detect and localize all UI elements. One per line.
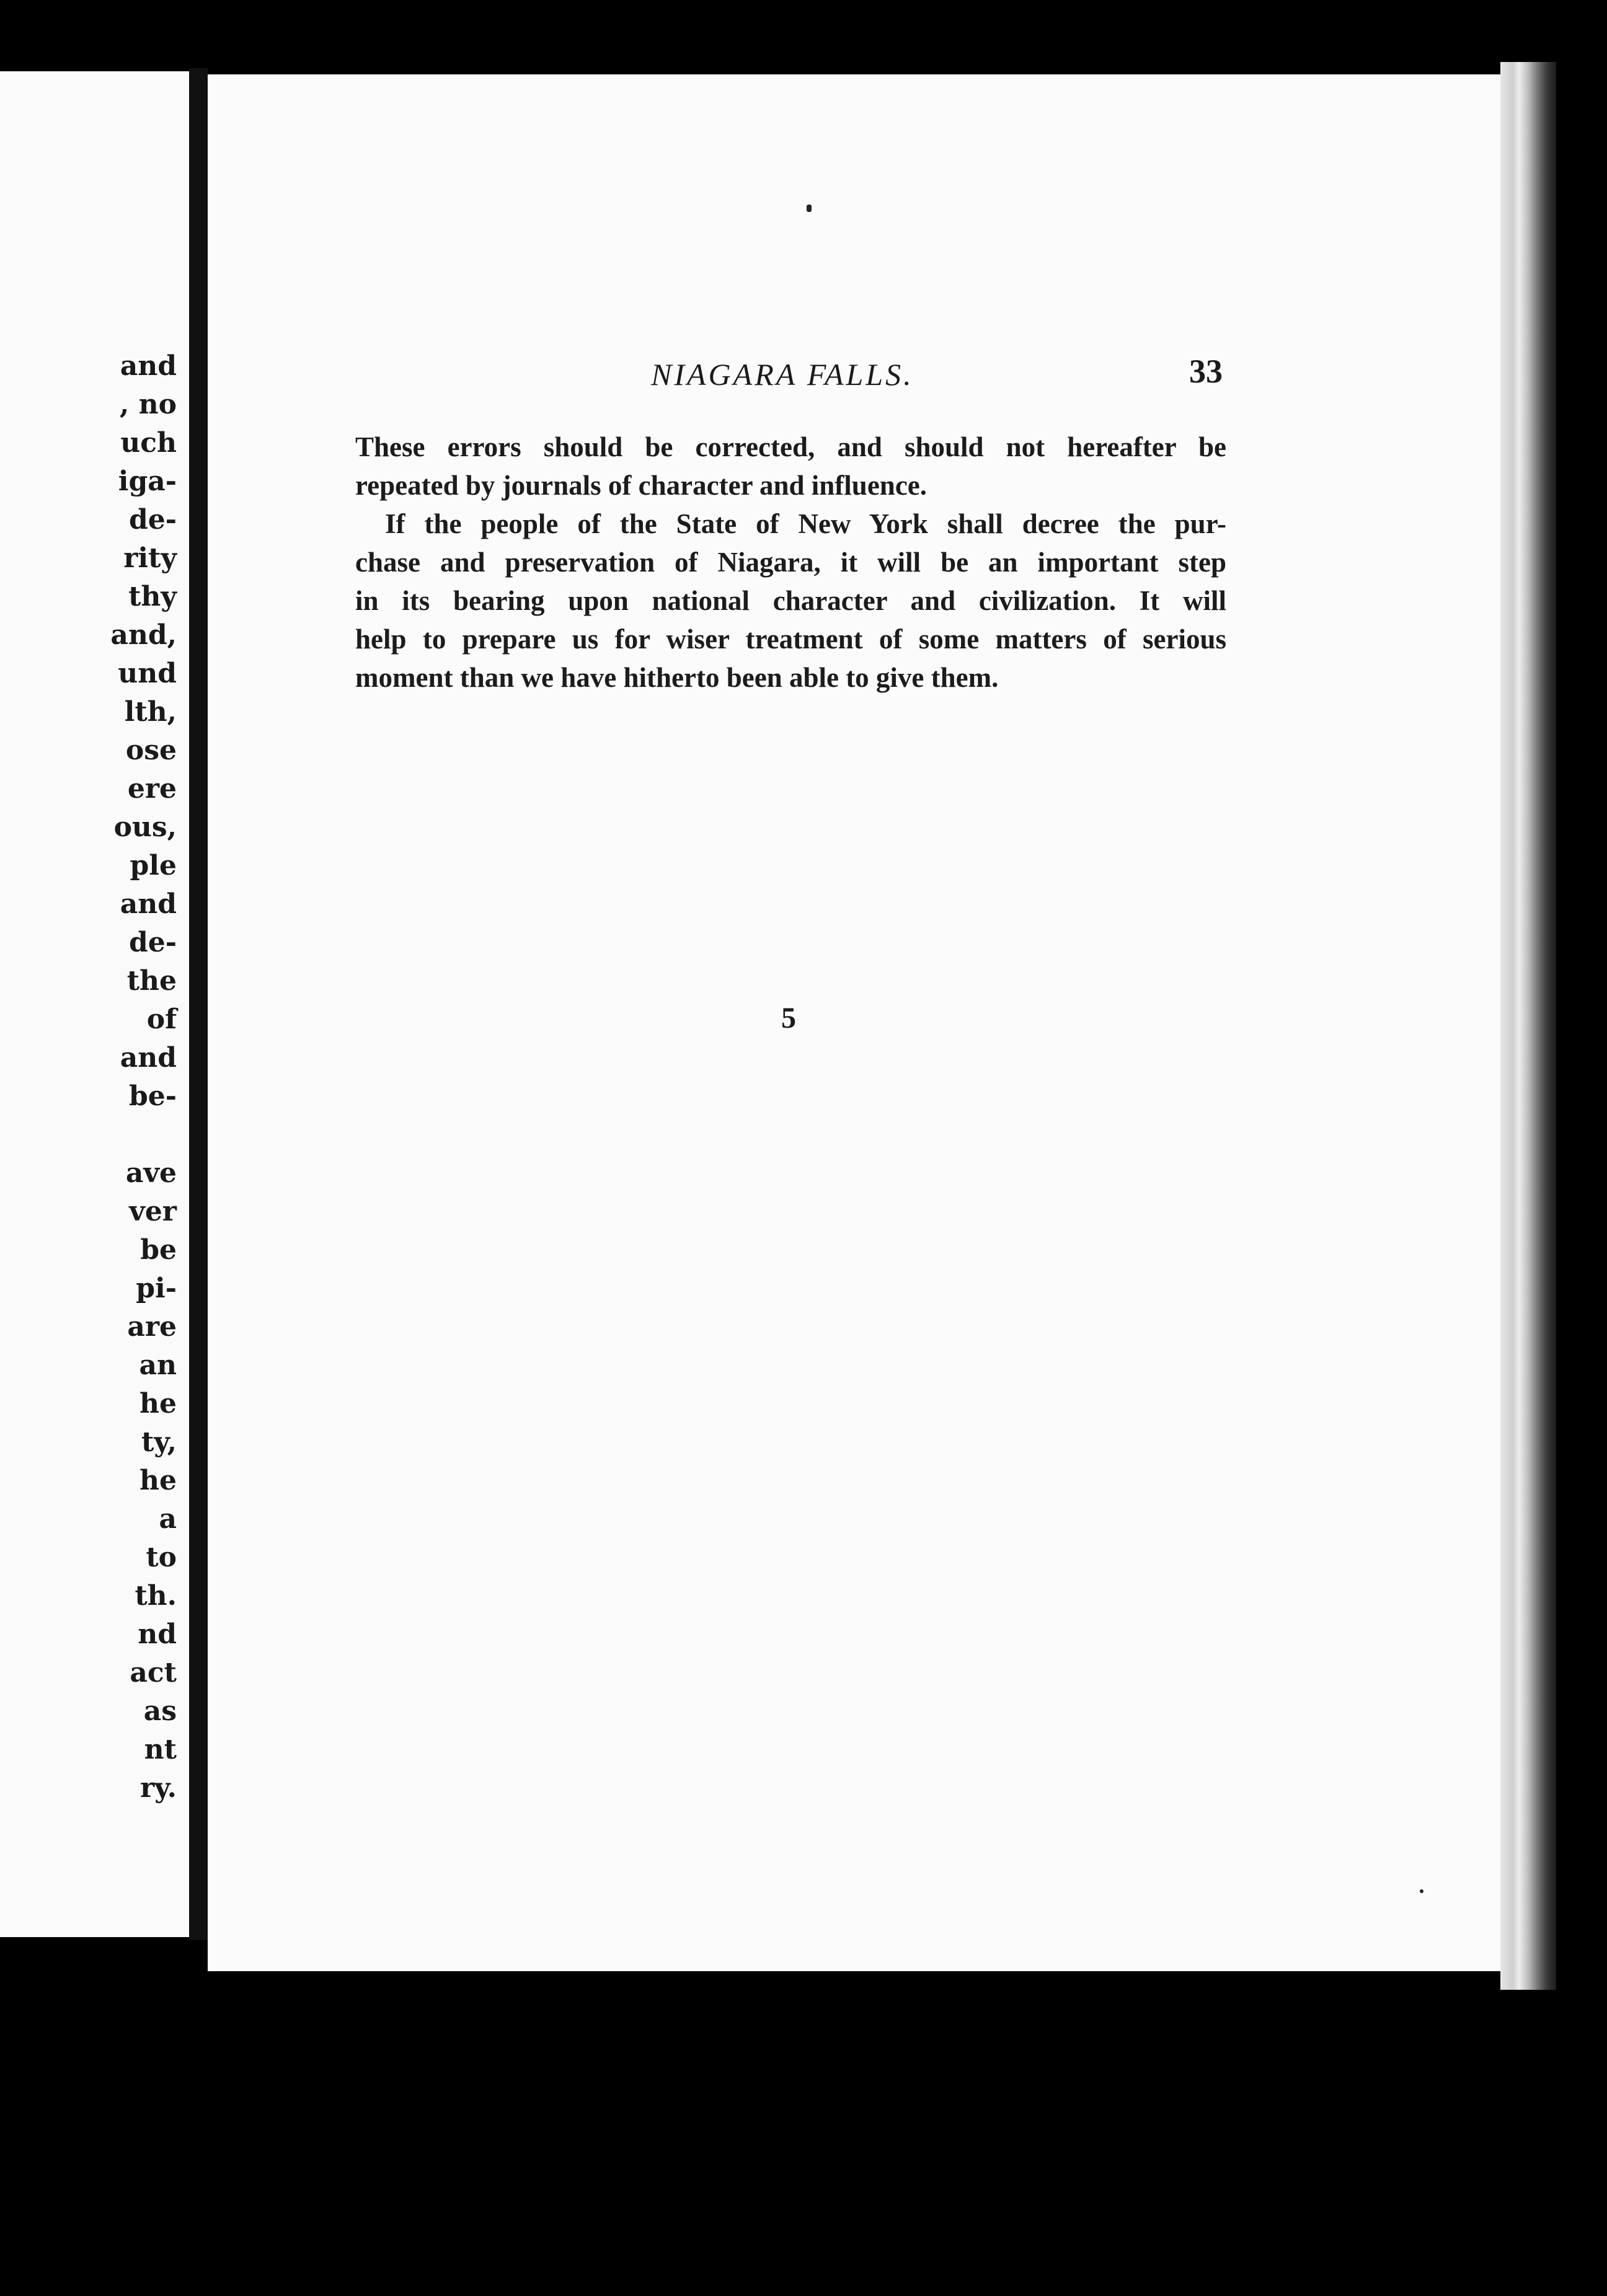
left-page-line: ver [129, 1196, 177, 1227]
text-line: moment than we have hitherto been able to give them. [355, 662, 999, 693]
speck-mark [807, 205, 812, 212]
left-page-line: , no [120, 389, 177, 420]
left-page-line: pi- [136, 1273, 177, 1304]
left-page-line: an [139, 1349, 177, 1381]
left-page-line: ave [125, 1157, 177, 1189]
left-page-line: a [159, 1503, 177, 1535]
left-page-line: nt [144, 1734, 177, 1765]
left-page-line: iga- [118, 466, 177, 497]
speck-mark [1420, 1889, 1423, 1893]
body-text [355, 428, 1226, 697]
left-page-line: de- [128, 504, 177, 536]
text-line: These errors should be corrected, and should not hereafter be [355, 431, 1226, 462]
left-page-line: th. [135, 1580, 177, 1612]
text-line: in its bearing upon national character and civilization. It will [355, 585, 1226, 616]
left-page-line: und [118, 658, 177, 689]
left-page-line: and [120, 350, 177, 382]
left-page-line: ty, [141, 1426, 177, 1458]
left-page-line: of [146, 1004, 177, 1035]
left-page-line: and [120, 888, 177, 920]
left-page-line: and, [110, 619, 177, 651]
text-line: help to prepare us for wiser treatment of some matters of serious [355, 624, 1226, 655]
text-line: chase and preservation of Niagara, it will be an important step [355, 547, 1226, 578]
text-line: repeated by journals of character and influence. [355, 470, 927, 501]
left-page-line: ose [125, 735, 177, 766]
left-page-line: thy [128, 581, 177, 612]
left-page-line: ple [130, 850, 177, 881]
left-page-line: ous, [113, 811, 177, 843]
left-page-line: and [120, 1042, 177, 1074]
left-page-line: be [140, 1234, 177, 1266]
left-page [0, 71, 189, 1937]
left-page-line: ry. [139, 1772, 177, 1804]
left-page-line: he [139, 1388, 177, 1420]
signature-mark: 5 [781, 1002, 796, 1035]
page-number: 33 [1189, 353, 1223, 390]
left-page-line: as [143, 1695, 177, 1727]
page-edges [1500, 62, 1556, 1990]
left-page-line: rity [123, 542, 177, 574]
left-page-line: nd [138, 1618, 177, 1650]
left-page-line: to [146, 1542, 177, 1573]
left-page-line: lth, [124, 696, 177, 728]
book-gutter [189, 68, 208, 1940]
text-line: If the people of the State of New York shall decree the pur- [385, 508, 1226, 539]
left-page-line: act [130, 1657, 177, 1689]
left-page-line: he [139, 1465, 177, 1496]
left-page-line: uch [120, 427, 177, 459]
running-head: NIAGARA FALLS. [651, 357, 914, 392]
left-page-line: are [127, 1311, 177, 1343]
left-page-line: be- [128, 1080, 177, 1112]
left-page-line: de- [128, 927, 177, 958]
left-page-line: the [126, 965, 177, 997]
left-page-line: ere [127, 773, 177, 805]
